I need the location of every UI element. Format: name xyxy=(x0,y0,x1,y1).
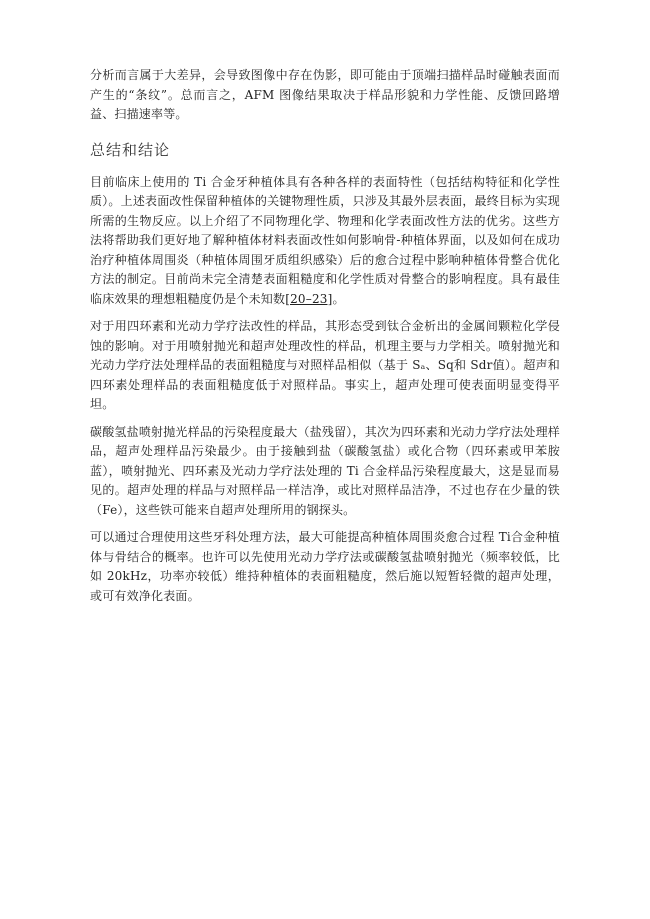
section-heading: 总结和结论 xyxy=(90,140,171,159)
reference-link[interactable]: [20–23] xyxy=(285,291,333,306)
paragraph-1-end: 。 xyxy=(332,291,345,306)
paragraph-2: 对于用四环素和光动力学疗法改性的样品，其形态受到钛合金析出的金属间颗粒化学侵蚀的影响。对于用喷射抛光和超声处理改性的样品，机理主要与力学相关。喷射抛光和光动力学疗法处理样品的表面粗糙度与对照样品相似（基于 Sₐ、Sq和 Sdr值）。超声和四环素处理样品的表面粗糙度低于对照样品。事实上，超声处理可使表面明显变得平坦。 xyxy=(90,319,560,411)
document-content xyxy=(90,66,560,614)
paragraph-4: 可以通过合理使用这些牙科处理方法，最大可能提高种植体周围炎愈合过程 Ti合金种植体与骨结合的概率。也许可以先使用光动力学疗法或碳酸氢盐喷射抛光（频率较低，比如 20kHz，功率亦较低）维持种植体的表面粗糙度，然后施以短暂轻微的超声处理，或可有效净化表面。 xyxy=(90,530,560,603)
paragraph-3: 碳酸氢盐喷射抛光样品的污染程度最大（盐残留），其次为四环素和光动力学疗法处理样品，超声处理样品污染最少。由于接触到盐（碳酸氢盐）或化合物（四环素或甲苯胺蓝），喷射抛光、四环素及光动力学疗法处理的 Ti 合金样品污染程度最大，这是显而易见的。超声处理的样品与对照样品一样洁净，或比对照样品洁净，不过也存在少量的铁（Fe），这些铁可能来自超声处理所用的钢探头。 xyxy=(90,424,560,517)
paragraph-1 xyxy=(90,173,560,310)
paragraph-1-text: 目前临床上使用的 Ti 合金牙种植体具有各种各样的表面特性（包括结构特征和化学性质）。上述表面改性保留种植体的关键物理性质，只涉及其最外层表面，最终目标为实现所需的生物反应。以上介绍了不同物理化学、物理和化学表面改性方法的优劣。这些方法将帮助我们更好地了解种植体材料表面改性如何影响骨-种植体界面，以及如何在成功治疗种植体周围炎（种植体周围牙质组织感染）后的愈合过程中影响种植体骨整合优化方法的制定。目前尚未完全清楚表面粗糙度和化学性质对骨整合的影响程度。具有最佳临床效果的理想粗糙度仍是个未知数 xyxy=(90,174,560,306)
intro-paragraph: 分析而言属于大差异，会导致图像中存在伪影，即可能由于顶端扫描样品时碰触表面而产生的“条纹”。总而言之，AFM 图像结果取决于样品形貌和力学性能、反馈回路增益、扫描速率等。 xyxy=(90,68,560,121)
